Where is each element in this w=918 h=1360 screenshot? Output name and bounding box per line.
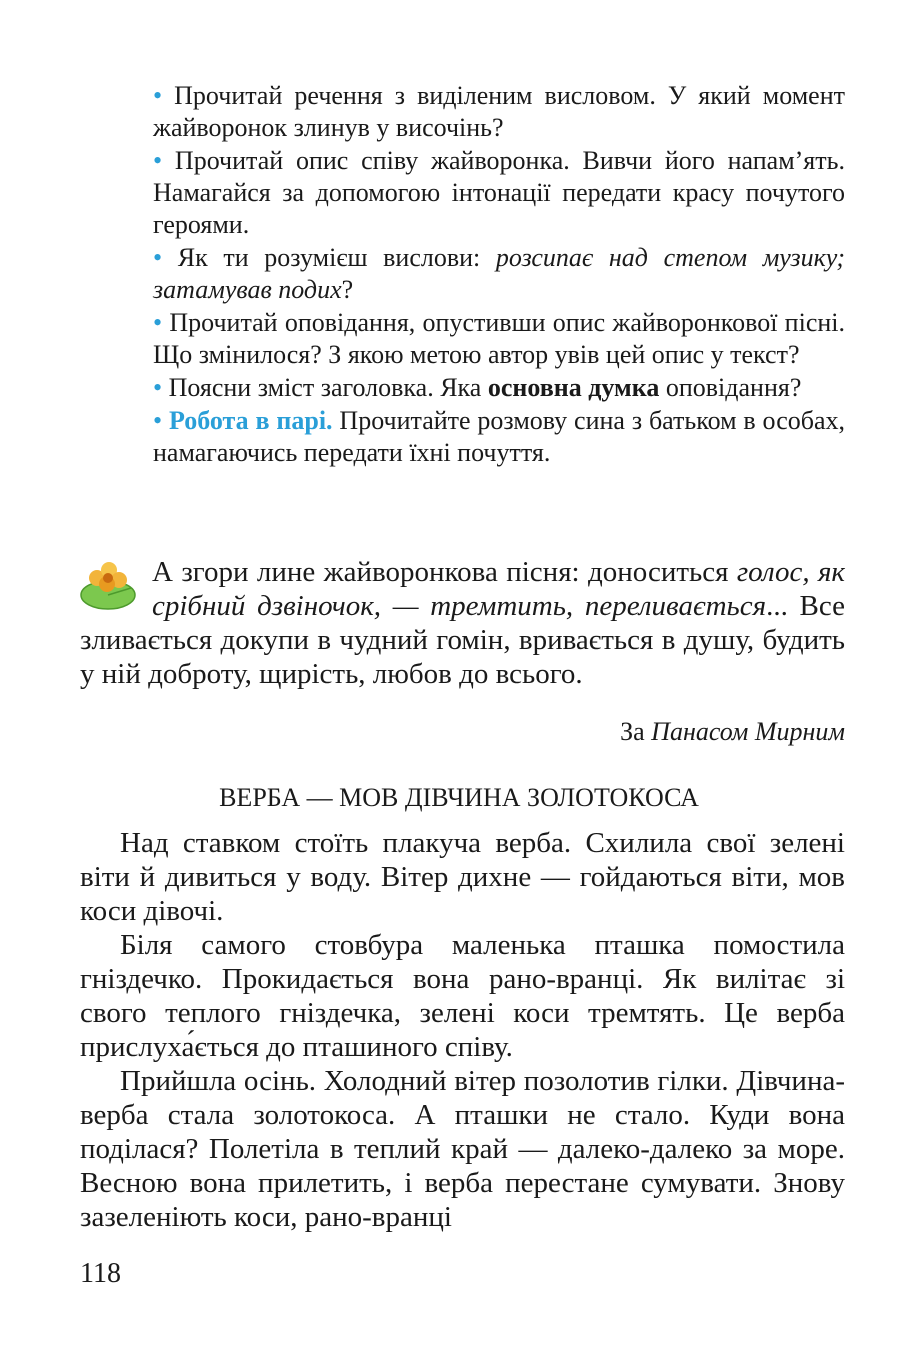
story-paragraph: Біля самого стовбура маленька пташка помостила гніздечко. Прокидається вона рано-вранці. Як вилітає зі свого теплого гніздечка, зелені коси тремтять. Це верба прислуха́ється до пташиного співу.: [80, 929, 845, 1063]
task-text: Робота в парі.: [168, 406, 333, 435]
bullet-icon: •: [153, 373, 169, 402]
bullet-icon: •: [153, 81, 175, 110]
excerpt-text: ... Все зливається докупи в чудний гомін, вривається в душу, будить у ній доброту, щирість, любов до всього.: [80, 590, 845, 690]
task-text: Прочитай речення з виділеним висловом. У який момент жайворонок злинув у височінь?: [153, 81, 845, 142]
story-paragraph: Над ставком стоїть плакуча верба. Схилила свої зелені віти й дивиться у воду. Вітер дихне — гойдаються віти, мов коси дівочі.: [80, 827, 845, 927]
story-paragraph: Прийшла осінь. Холодний вітер позолотив гілки. Дівчина-верба стала золотокоса. А пташки не стало. Куди вона поділася? Полетіла в теплий край — далеко-далеко за море. Весною вона прилетить, і верба перестане сумувати. Знову зазеленіють коси, рано-вранці: [80, 1065, 845, 1233]
task-text: Прочитайте розмову сина з батьком в особах, намагаючись передати їхні почуття.: [153, 406, 846, 467]
task-text: Поясни зміст заголовка. Яка: [168, 373, 488, 402]
task-item: [153, 80, 845, 144]
task-text: оповідання?: [659, 373, 802, 402]
bullet-icon: •: [153, 243, 178, 272]
task-item: [153, 372, 845, 404]
task-text: Як ти розумієш вислови:: [177, 243, 496, 272]
bullet-icon: •: [153, 308, 170, 337]
author-name: Панасом Мирним: [651, 717, 845, 746]
task-text: ?: [341, 275, 354, 304]
excerpt-author: За Панасом Мирним: [620, 717, 845, 746]
task-text: Прочитай опис співу жайворонка. Вивчи його напам’ять. Намагайся за допомогою інтонації передати красу почутого героями.: [153, 146, 845, 239]
story-title: ВЕРБА — МОВ ДІВЧИНА ЗОЛОТОКОСА: [219, 783, 699, 812]
task-item: [153, 405, 845, 469]
task-item: [153, 145, 845, 241]
task-text: розсипає над степом музику; затамував подих: [153, 243, 845, 304]
page-number: 118: [80, 1258, 121, 1289]
story-text: [80, 826, 845, 1234]
task-item: [153, 242, 845, 306]
excerpt-text: А згори лине жайворонкова пісня: доноситься: [152, 556, 737, 588]
bullet-icon: •: [153, 146, 175, 175]
bullet-icon: •: [153, 406, 169, 435]
task-text: Прочитай оповідання, опустивши опис жайворонкової пісні. Що змінилося? З якою метою автор увів цей опис у текст?: [153, 308, 845, 369]
task-list: [153, 80, 845, 470]
excerpt-text: голос, як срібний дзвіночок, — тремтить, переливається: [152, 556, 845, 622]
poem-excerpt: [80, 555, 845, 691]
task-text: основна думка: [487, 373, 660, 402]
task-item: [153, 307, 845, 371]
